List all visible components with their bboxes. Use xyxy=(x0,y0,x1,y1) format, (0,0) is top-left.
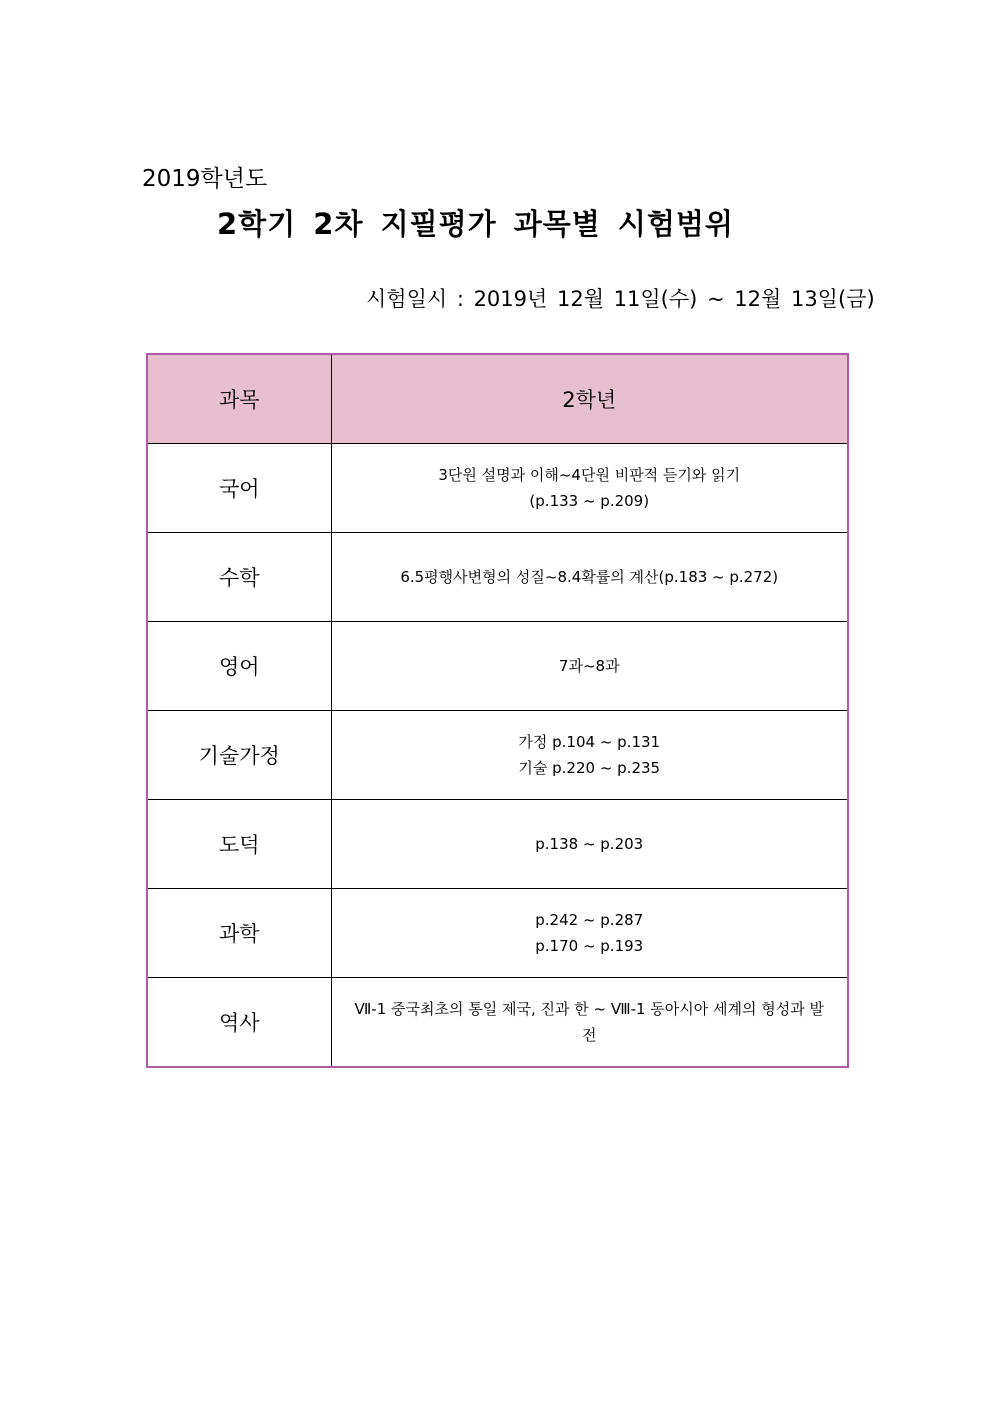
table-row xyxy=(147,889,848,978)
range-line: p.242 ~ p.287 xyxy=(535,911,644,929)
range-line: 6.5평행사변형의 성질~8.4확률의 계산(p.183 ~ p.272) xyxy=(400,568,779,586)
range-cell xyxy=(331,622,848,711)
subject-cell: 기술가정 xyxy=(147,711,331,800)
range-line: Ⅶ-1 중국최초의 통일 제국, 진과 한 ~ Ⅷ-1 동아시아 세계의 형성과 발전 xyxy=(354,1000,825,1044)
range-line: 7과~8과 xyxy=(558,657,620,675)
range-cell xyxy=(331,800,848,889)
range-line: 가정 p.104 ~ p.131 xyxy=(518,733,661,751)
range-cell xyxy=(331,889,848,978)
range-line: 기술 p.220 ~ p.235 xyxy=(518,759,661,777)
range-line: (p.133 ~ p.209) xyxy=(529,492,650,510)
subject-cell: 수학 xyxy=(147,533,331,622)
subject-cell: 도덕 xyxy=(147,800,331,889)
range-line: p.170 ~ p.193 xyxy=(535,937,644,955)
column-header-subject: 과목 xyxy=(147,354,331,444)
column-header-grade: 2학년 xyxy=(331,354,848,444)
subject-cell: 영어 xyxy=(147,622,331,711)
table-row xyxy=(147,978,848,1068)
subject-cell: 역사 xyxy=(147,978,331,1068)
subject-cell: 국어 xyxy=(147,444,331,533)
exam-range-table xyxy=(146,353,849,1068)
subject-cell: 과학 xyxy=(147,889,331,978)
table-header-row xyxy=(147,354,848,444)
table-row xyxy=(147,444,848,533)
school-year-label: 2019학년도 xyxy=(142,166,268,192)
table-row xyxy=(147,711,848,800)
exam-date-line: 시험일시 : 2019년 12월 11일(수) ~ 12월 13일(금) xyxy=(366,287,875,311)
range-cell xyxy=(331,533,848,622)
range-line: 3단원 설명과 이해~4단원 비판적 듣기와 읽기 xyxy=(438,466,741,484)
range-cell xyxy=(331,978,848,1068)
range-cell xyxy=(331,444,848,533)
table-row xyxy=(147,533,848,622)
table-row xyxy=(147,800,848,889)
table-row xyxy=(147,622,848,711)
document-title: 2학기 2차 지필평가 과목별 시험범위 xyxy=(217,207,734,241)
range-cell xyxy=(331,711,848,800)
range-line: p.138 ~ p.203 xyxy=(535,835,644,853)
